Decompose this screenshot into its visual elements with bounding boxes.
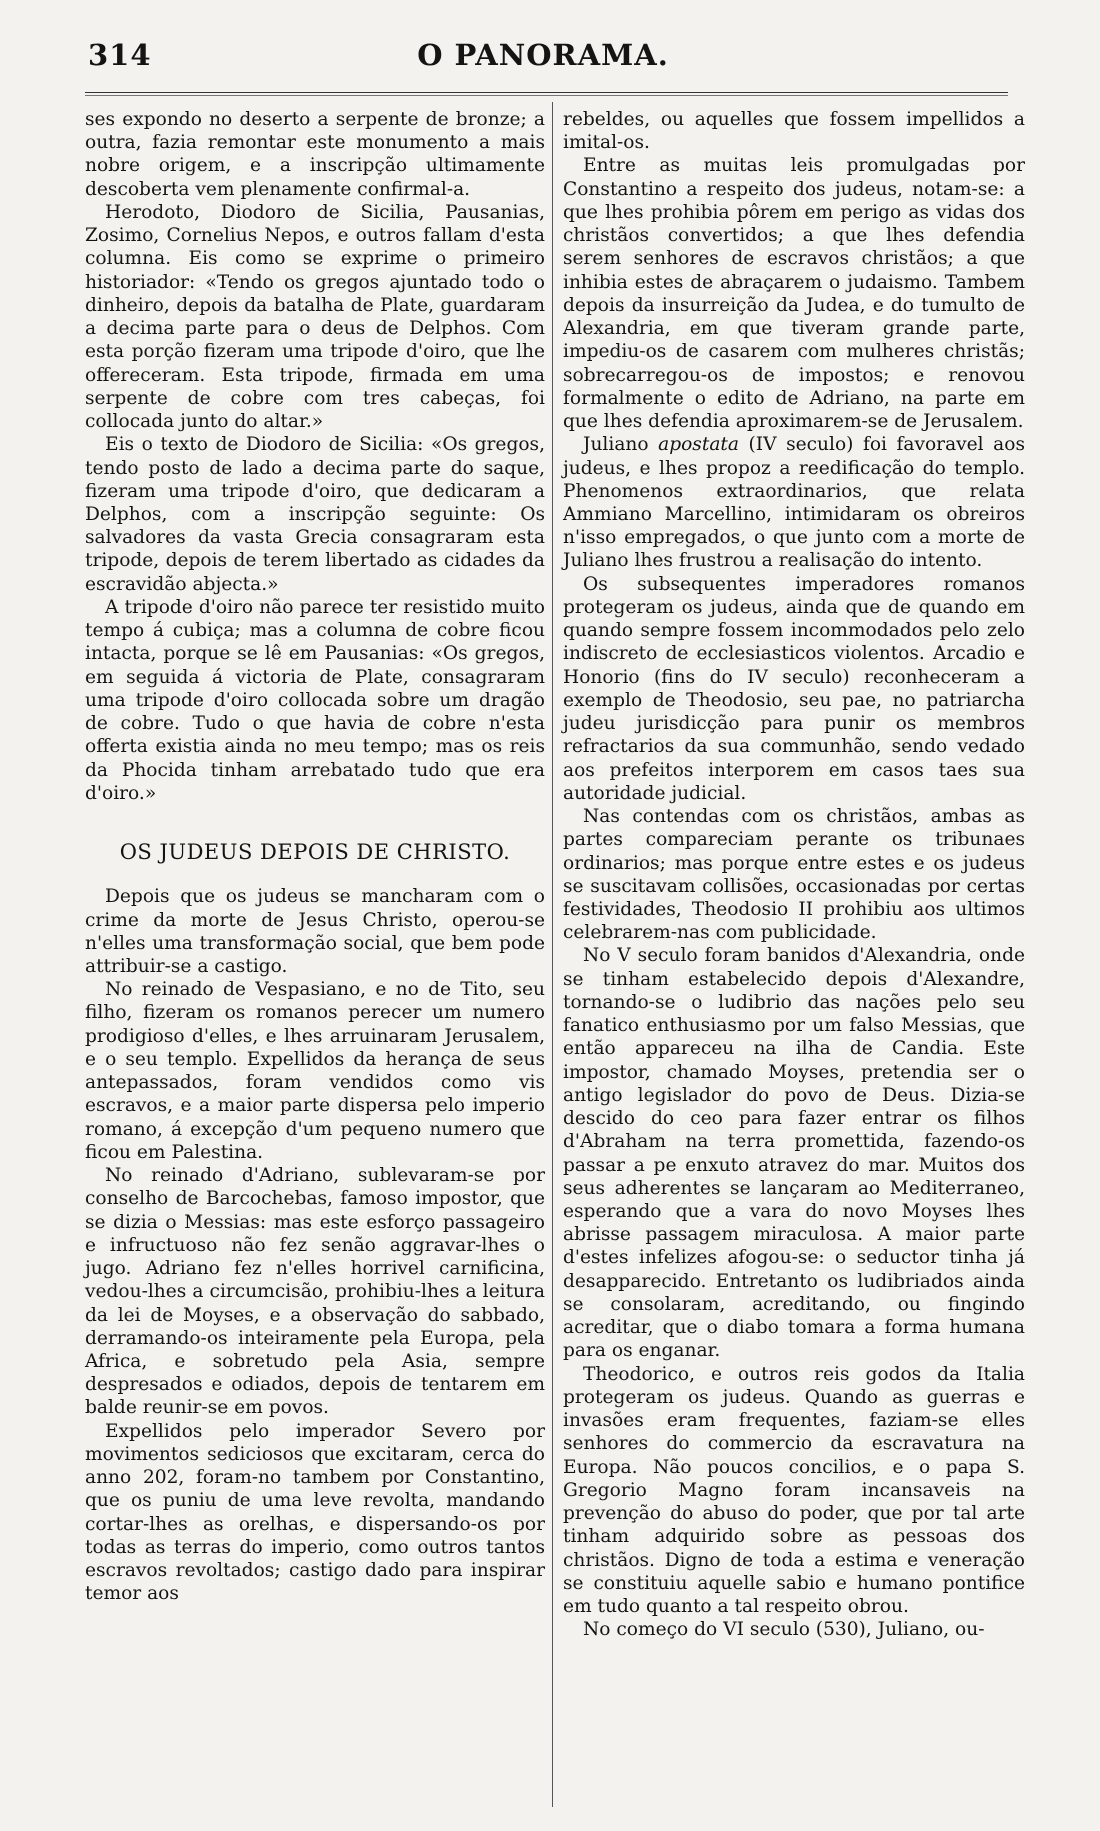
page-number: 314 xyxy=(88,38,152,72)
paragraph xyxy=(563,433,1025,572)
paragraph: ses expondo no deserto a serpente de bronze; a outra, fazia remontar este monumento a mais nobre origem, e a inscripção ultimamente descoberta vem plenamente confirmal-a. xyxy=(85,109,545,200)
paragraph: Depois que os judeus se mancharam com o crime da morte de Jesus Christo, operou-se n'elles uma transformação social, que bem pode attribuir-se a castigo. xyxy=(85,886,545,977)
paragraph: No reinado de Vespasiano, e no de Tito, seu filho, fizeram os romanos perecer um numero prodigioso d'elles, e lhes arruinaram Jerusalem, e o seu templo. Expellidos da herança de seus antepassados, foram vendidos como vis escravos, e a maior parte dispersa pelo imperio romano, á excepção d'um pequeno numero que ficou em Palestina. xyxy=(85,979,545,1163)
paragraph: Os subsequentes imperadores romanos protegeram os judeus, ainda que de quando em quando sempre fossem incommodados pelo zelo indiscreto de ecclesiasticos violentos. Arcadio e Honorio (fins do IV seculo) reconheceram a exemplo de Theodosio, seu pae, no patriarcha judeu jurisdicção para punir os membros refractarios da sua communhão, sendo vedado aos prefeitos interporem em casos taes sua autoridade judicial. xyxy=(563,573,1025,804)
paragraph: No V seculo foram banidos d'Alexandria, onde se tinham estabelecido depois d'Alexandre, tornando-se o ludibrio das nações pelo seu fanatico enthusiasmo por um falso Messias, que então appareceu na ilha de Candia. Este impostor, chamado Moyses, pretendia ser o antigo legislador do povo de Deus. Dizia-se descido do ceo para fazer entrar os filhos d'Abraham na terra promettida, fazendo-os passar a pe enxuto atravez do mar. Muitos dos seus adherentes se lançaram ao Mediterraneo, esperando que a vara do novo Moyses lhes abrisse passagem miraculosa. A maior parte d'estes infelizes afogou-se: o seductor tinha já desapparecido. Entretanto os ludibriados ainda se consolaram, acreditando, ou fingindo acreditar, que o diabo tomara a forma humana para os enganar. xyxy=(563,945,1025,1362)
left-column xyxy=(85,108,545,1606)
paragraph-text: (IV seculo) foi favoravel aos judeus, e lhes propoz a reedificação do templo. Phenomenos extraordinarios, que relata Ammiano Marcellino, intimidaram os obreiros n'isso empregados, o que junto com a morte de Juliano lhes frustrou a realisação do intento. xyxy=(563,434,1025,572)
article-heading: OS JUDEUS DEPOIS DE CHRISTO. xyxy=(119,840,511,865)
paragraph: No começo do VI seculo (530), Juliano, ou- xyxy=(583,1619,985,1641)
running-title: O PANORAMA. xyxy=(417,38,669,72)
header-rule-thin xyxy=(85,95,1008,96)
paragraph: No reinado d'Adriano, sublevaram-se por conselho de Barcochebas, famoso impostor, que se dizia o Messias: mas este esforço passageiro e infructuoso não fez senão aggravar-lhes o jugo. Adriano fez n'elles horrivel carnificina, vedou-lhes a circumcisão, prohibiu-lhes a leitura da lei de Moyses, e a observação do sabbado, derramando-os inteiramente pela Europa, pela Africa, e sobretudo pela Asia, sempre despresados e odiados, depois de tentarem em balde reunir-se em povos. xyxy=(85,1165,545,1419)
paragraph: Nas contendas com os christãos, ambas as partes compareciam perante os tribunaes ordinarios; mas porque entre estes e os judeus se suscitavam collisões, occasionadas por certas festividades, Theodosio II prohibiu aos ultimos celebrarem-nas com publicidade. xyxy=(563,806,1025,944)
paragraph-text: Juliano xyxy=(583,434,659,456)
paragraph: Expellidos pelo imperador Severo por movimentos sediciosos que excitaram, cerca do anno 202, foram-no tambem por Constantino, que os puniu de uma leve revolta, mandando cortar-lhes as orelhas, e dispersando-os por todas as terras do imperio, como outros tantos escravos revoltados; castigo dado para inspirar temor aos xyxy=(85,1420,545,1605)
paragraph: Herodoto, Diodoro de Sicilia, Pausanias, Zosimo, Cornelius Nepos, e outros fallam d'esta columna. Eis como se exprime o primeiro historiador: «Tendo os gregos ajuntado todo o dinheiro, depois da batalha de Plate, guardaram a decima parte para o deus de Delphos. Com esta porção fizeram uma tripode d'oiro, que lhe offereceram. Esta tripode, firmada em uma serpente de cobre com tres cabeças, foi collocada junto do altar.» xyxy=(85,201,545,433)
paragraph: Eis o texto de Diodoro de Sicilia: «Os gregos, tendo posto de lado a decima parte do saque, fizeram uma tripode d'oiro, que dedicaram a Delphos, com a inscripção seguinte: Os salvadores da vasta Grecia consagraram esta tripode, depois de terem libertado as cidades da escravidão abjecta.» xyxy=(85,434,545,595)
page-header xyxy=(88,30,998,80)
header-rule xyxy=(85,92,1008,93)
paragraph: Theodorico, e outros reis godos da Italia protegeram os judeus. Quando as guerras e invasões eram frequentes, faziam-se elles senhores do commercio da escravatura na Europa. Não poucos concilios, e o papa S. Gregorio Magno foram incansaveis na prevenção do abuso do poder, que por tal arte tinham adquirido sobre as pessoas dos christãos. Digno de toda a estima e veneração se constituiu aquelle sabio e humano pontifice em tudo quanto a tal respeito obrou. xyxy=(563,1363,1025,1617)
column-divider xyxy=(552,102,553,1807)
paragraph: A tripode d'oiro não parece ter resistido muito tempo á cubiça; mas a columna de cobre ficou intacta, porque se lê em Pausanias: «Os gregos, em seguida á victoria de Plate, consagraram uma tripode d'oiro collocada sobre um dragão de cobre. Tudo o que havia de cobre n'esta offerta existia ainda no meu tempo; mas os reis da Phocida tinham arrebatado tudo que era d'oiro.» xyxy=(85,596,545,804)
italic-term: apostata xyxy=(658,434,739,456)
paragraph: Entre as muitas leis promulgadas por Constantino a respeito dos judeus, notam-se: a que lhes prohibia pôrem em perigo as vidas dos christãos convertidos; a que lhes defendia serem senhores de escravos christãos; a que inhibia estes de abraçarem o judaismo. Tambem depois da insurreição da Judea, e do tumulto de Alexandria, em que tiveram grande parte, impediu-os de casarem com mulheres christãs; sobrecarregou-os de impostos; e renovou formalmente o edito de Adriano, na parte em que lhes defendia aproximarem-se de Jerusalem. xyxy=(563,155,1025,433)
right-column xyxy=(563,108,1025,1641)
paragraph: rebeldes, ou aquelles que fossem impellidos a imital-os. xyxy=(563,109,1025,154)
